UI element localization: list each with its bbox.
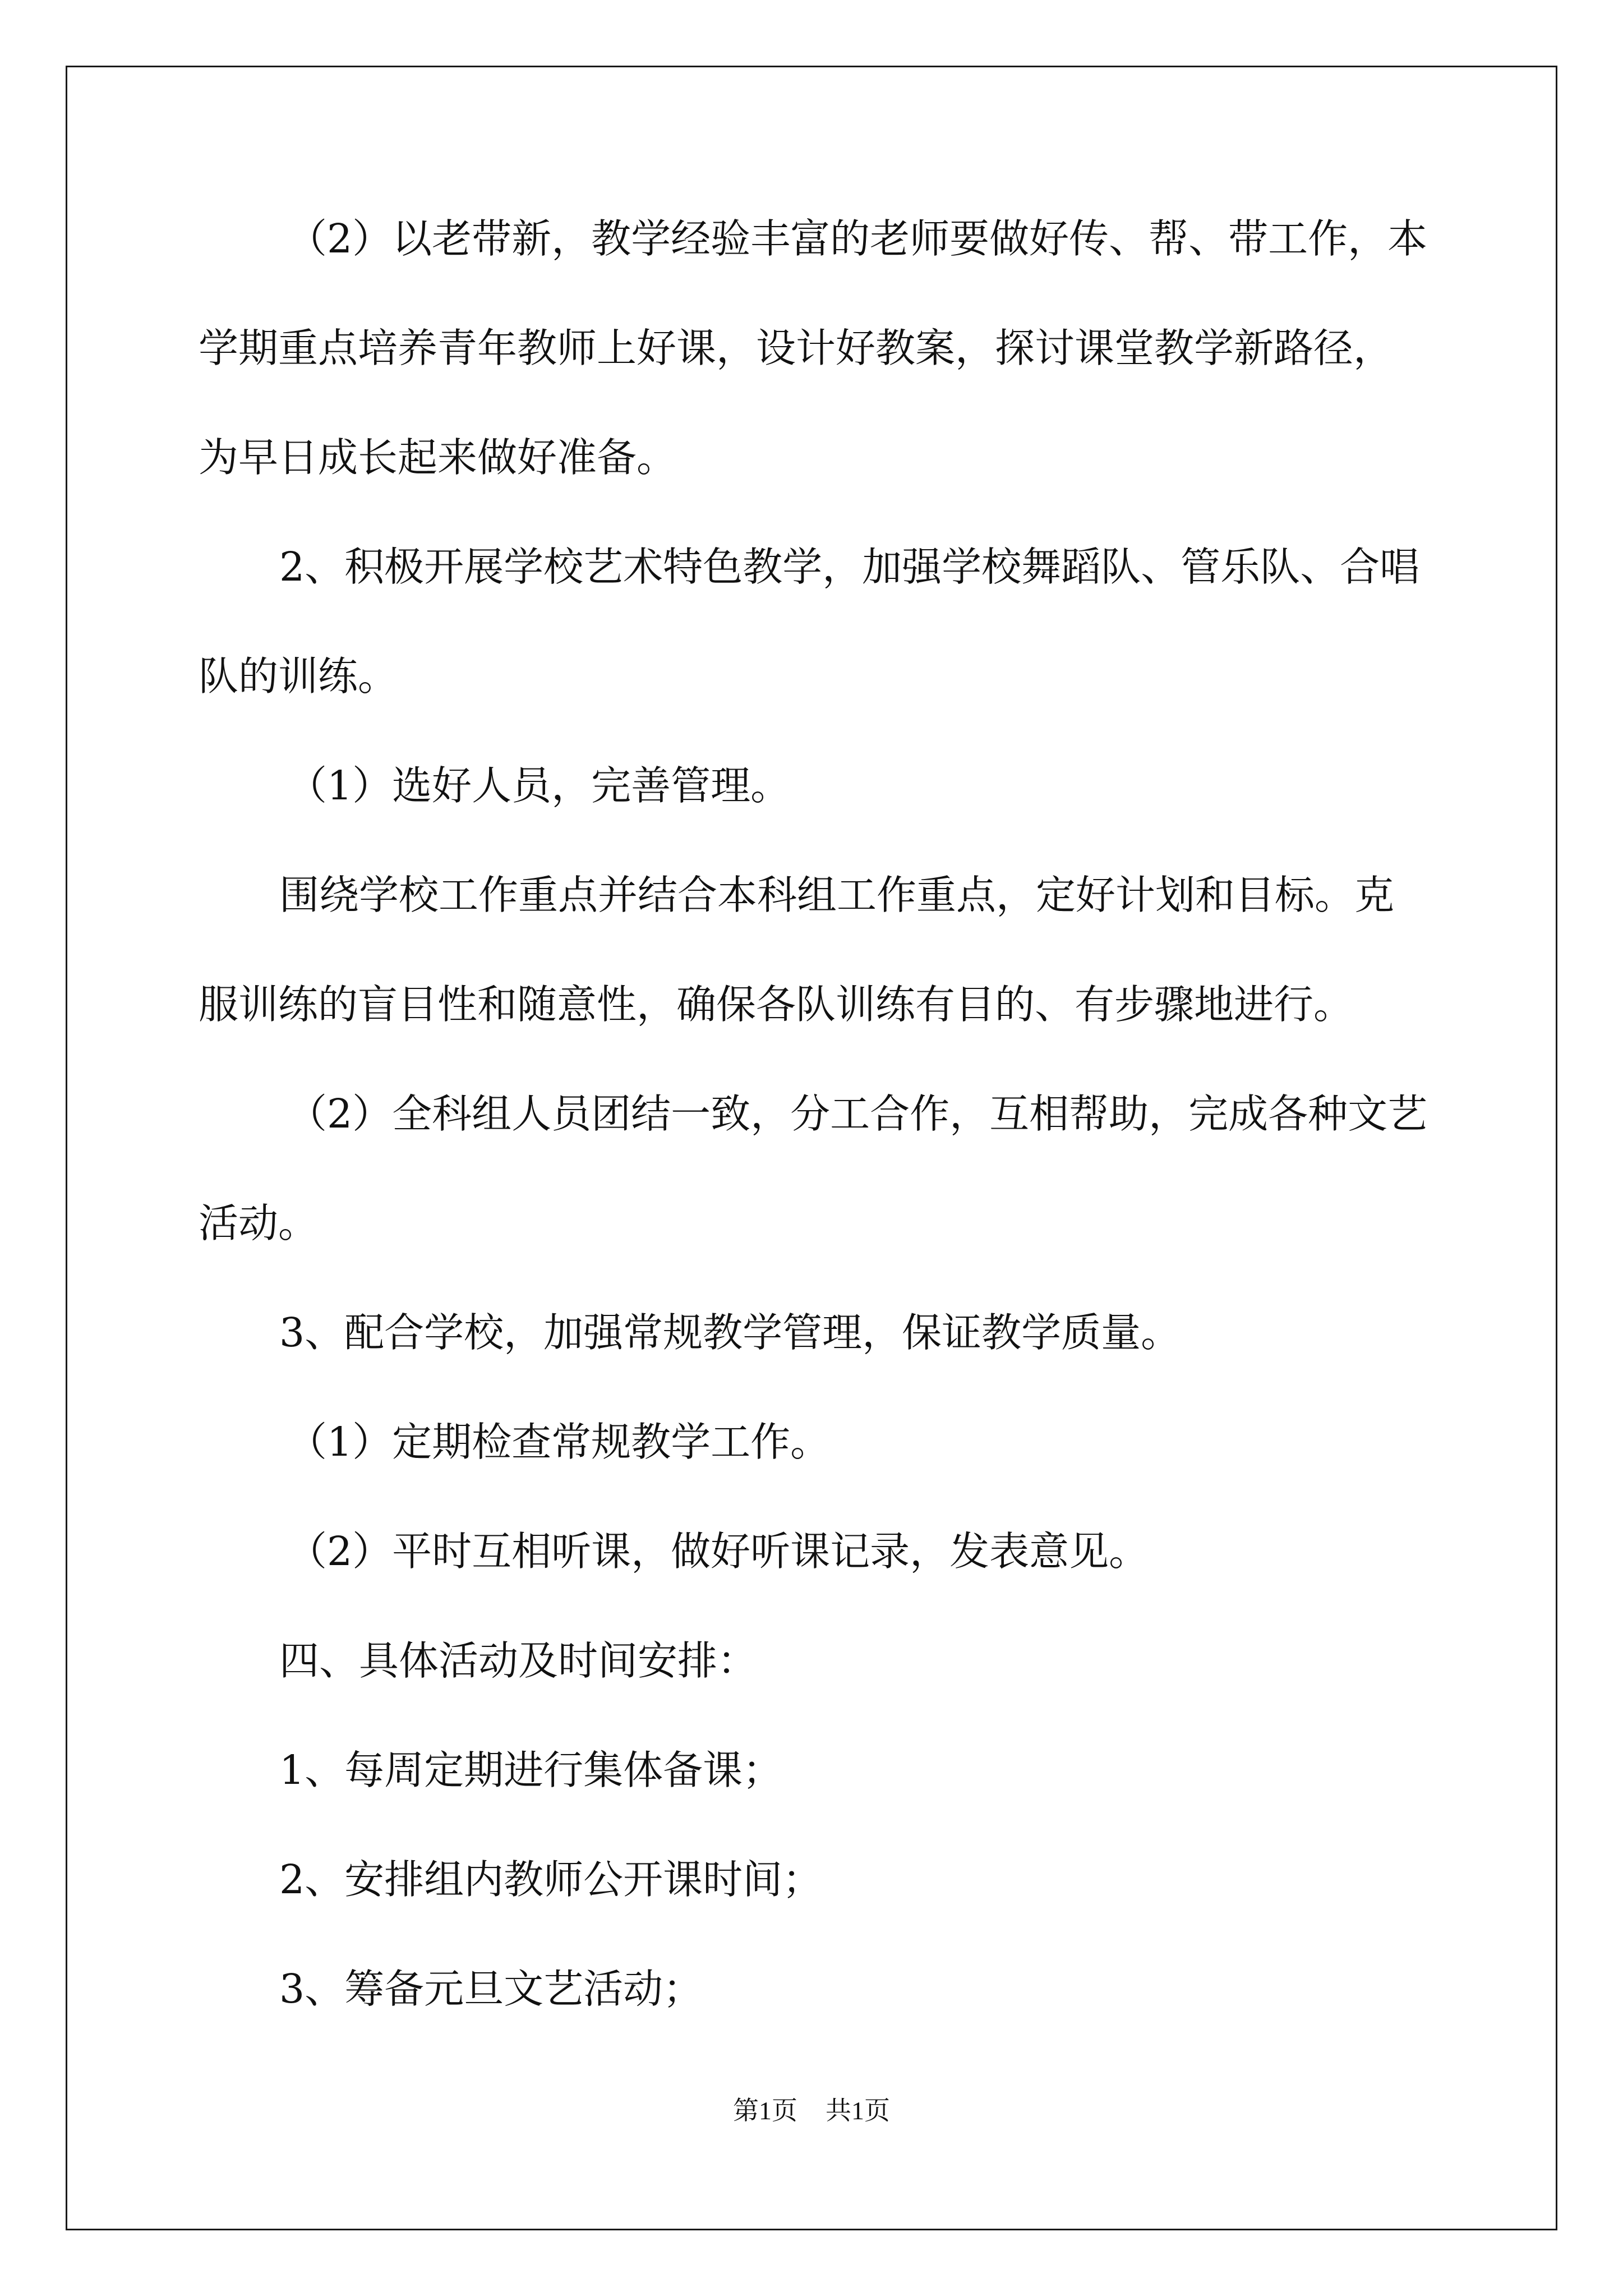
paragraph-line: 为早日成长起来做好准备。 (199, 434, 677, 481)
list-item: 3、筹备元旦文艺活动； (279, 1966, 703, 2012)
list-item: 2、安排组内教师公开课时间； (279, 1856, 823, 1903)
section-heading: 四、具体活动及时间安排： (279, 1637, 758, 1684)
paragraph-line: （2）平时互相听课，做好听课记录，发表意见。 (287, 1528, 1149, 1575)
paragraph-line: 围绕学校工作重点并结合本科组工作重点，定好计划和目标。克 (279, 872, 1395, 918)
page-total: 共1页 (826, 2096, 890, 2125)
paragraph-line: （1）选好人员，完善管理。 (287, 762, 791, 809)
paragraph-line: 2、积极开展学校艺术特色教学，加强学校舞蹈队、管乐队、合唱 (279, 544, 1420, 590)
paragraph-line: 活动。 (199, 1200, 319, 1246)
paragraph-line: （2）以老带新，教学经验丰富的老师要做好传、帮、带工作，本 (287, 215, 1428, 262)
page-footer (0, 2098, 1623, 2124)
page-number: 第1页 (733, 2096, 797, 2125)
paragraph-line: （2）全科组人员团结一致，分工合作，互相帮助，完成各种文艺 (287, 1091, 1428, 1137)
page-border (66, 66, 1557, 2230)
paragraph-line: 3、配合学校，加强常规教学管理，保证教学质量。 (279, 1309, 1181, 1356)
list-item: 1、每周定期进行集体备课； (279, 1747, 783, 1793)
paragraph-line: （1）定期检查常规教学工作。 (287, 1419, 831, 1465)
paragraph-line: 学期重点培养青年教师上好课，设计好教案，探讨课堂教学新路径， (199, 325, 1394, 371)
paragraph-line: 服训练的盲目性和随意性，确保各队训练有目的、有步骤地进行。 (199, 981, 1354, 1028)
paragraph-line: 队的训练。 (199, 653, 398, 700)
